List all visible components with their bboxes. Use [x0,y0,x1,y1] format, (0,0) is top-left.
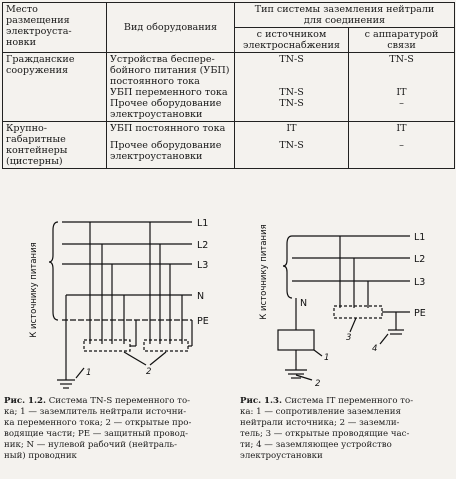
line-label: PE [414,308,426,319]
equipment-line: постоянного тока [110,76,200,87]
comm-type: – [399,140,404,151]
marker-label: 4 [372,344,378,354]
placement-line: Крупно- [6,123,48,134]
source-brace [49,222,58,320]
power-type: TN-S [279,87,304,98]
header-grounding-line: для соединения [303,15,386,26]
header-with-power-line: с источником [256,29,327,40]
equipment-line: Прочее оборудование [110,140,222,151]
line-label: L1 [414,232,426,243]
figure-caption-left [4,396,232,462]
equipment-line: Прочее оборудование [110,98,222,109]
power-type: TN-S [279,98,304,109]
it-diagram [259,224,410,380]
caption-line: Система IT переменного то- [284,396,414,406]
caption-line: ка переменного тока; 2 — открытые про- [4,418,192,428]
caption-figure-label: Рис. 1.2. [4,396,46,406]
placement-line: (цистерны) [6,156,63,167]
comm-type: IT [396,87,407,98]
marker-label: 1 [86,368,92,378]
line-label: N [300,298,308,309]
line-label: N [197,291,205,302]
caption-line: ка; 1 — заземлитель нейтрали источни- [4,407,187,417]
equipment-line: электроустановки [110,109,203,120]
comm-type: IT [396,123,407,134]
header-placement-line: новки [6,37,36,48]
equipment-line: УБП постоянного тока [110,123,226,134]
power-type: IT [286,123,297,134]
source-side-label: К источнику питания [29,242,39,338]
header-placement-line: электроуста- [6,26,72,37]
caption-line: нейтрали источника; 2 — заземли- [240,418,400,428]
line-label: PE [197,316,209,327]
marker-label: 1 [324,353,330,363]
line-label: L1 [197,218,209,229]
header-with-comm-line: связи [387,40,416,51]
header-placement-line: Место [6,4,38,15]
placement-line: габаритные [6,134,66,145]
placement-line: сооружения [6,65,69,76]
caption-line: водящие части; PE — защитный провод- [4,429,189,439]
caption-line: Система TN-S переменного то- [48,396,191,406]
it-labels [300,232,426,389]
header-with-power-line: электроснабжения [243,40,340,51]
source-side-label: К источнику питания [259,224,269,320]
header-equipment-label: Вид оборудования [123,22,218,33]
caption-line: ный) проводник [4,451,77,461]
caption-line: электроустановки [240,451,323,461]
caption-line: ник; N — нулевой рабочий (нейтраль- [4,440,177,450]
header-grounding-line: Тип системы заземления нейтрали [254,4,435,15]
power-type: TN-S [279,54,304,65]
source-brace [283,236,292,298]
line-label: L3 [414,277,426,288]
tn-s-diagram [29,222,192,388]
comm-type: – [399,98,404,109]
line-label: L3 [197,260,209,271]
marker-label: 2 [146,367,152,377]
line-label: L2 [414,254,426,265]
caption-line: тель; 3 — открытые проводящие час- [240,429,410,439]
equipment-line: УБП переменного тока [110,87,228,98]
equipment-line: Устройства беспере- [110,54,215,65]
power-type: TN-S [279,140,304,151]
figure-caption-right [240,396,452,462]
tn-s-labels [86,218,209,378]
caption-line: ти; 4 — заземляющее устройство [240,440,392,450]
marker-label: 3 [346,333,352,343]
equipment-line: электроустановки [110,151,203,162]
header-placement-line: размещения [6,15,70,26]
comm-type: TN-S [389,54,414,65]
equipment-line: бойного питания (УБП) [110,65,230,76]
placement-line: контейнеры [6,145,68,156]
placement-line: Гражданские [6,54,75,65]
line-label: L2 [197,240,209,251]
marker-label: 2 [315,379,321,389]
caption-line: ка: 1 — сопротивление заземления [240,407,401,417]
caption-figure-label: Рис. 1.3. [240,396,282,406]
header-with-comm-line: с аппаратурой [364,29,439,40]
